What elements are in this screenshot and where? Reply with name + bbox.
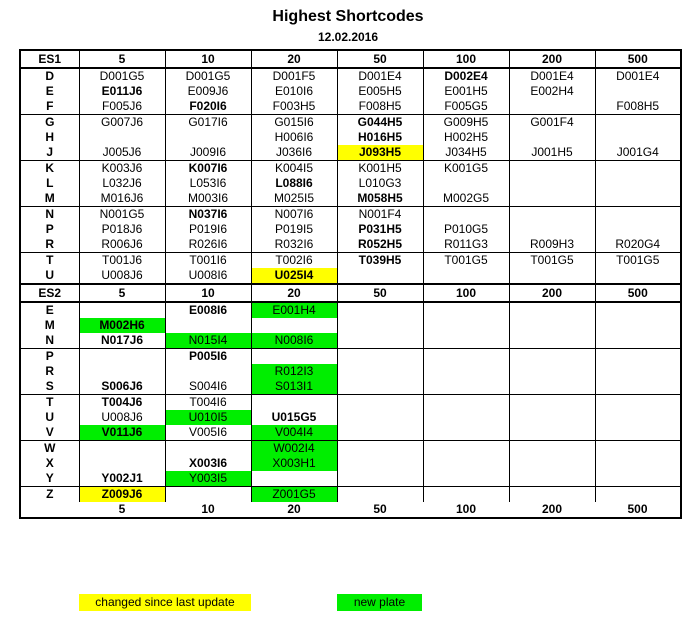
shortcode-cell — [337, 333, 423, 349]
row-letter: E — [20, 84, 79, 99]
page-title: Highest Shortcodes — [272, 8, 424, 25]
shortcode-cell: F005G5 — [423, 99, 509, 115]
shortcode-cell: M002H6 — [79, 318, 165, 333]
footer-spacer — [20, 502, 79, 518]
shortcode-cell: R052H5 — [337, 237, 423, 253]
shortcode-cell: M025I5 — [251, 191, 337, 207]
shortcode-cell: N017J6 — [79, 333, 165, 349]
shortcode-cell: E011J6 — [79, 84, 165, 99]
shortcode-cell: H016H5 — [337, 130, 423, 145]
shortcode-cell: U008J6 — [79, 410, 165, 425]
shortcode-cell — [251, 395, 337, 411]
table-row — [20, 145, 681, 161]
shortcode-cell — [509, 410, 595, 425]
shortcode-cell: D002E4 — [423, 68, 509, 84]
section-label: ES1 — [20, 50, 79, 68]
row-letter: K — [20, 161, 79, 177]
shortcode-cell — [509, 425, 595, 441]
legend-changed: changed since last update — [79, 594, 251, 611]
shortcode-cell — [337, 471, 423, 487]
shortcode-cell — [337, 349, 423, 365]
shortcode-cell — [509, 456, 595, 471]
table-row — [20, 84, 681, 99]
column-footer: 50 — [337, 502, 423, 518]
shortcode-cell: D001E4 — [595, 68, 681, 84]
shortcode-cell — [509, 302, 595, 318]
table-row — [20, 441, 681, 457]
shortcode-cell: R009H3 — [509, 237, 595, 253]
shortcode-cell: Y003I5 — [165, 471, 251, 487]
shortcode-cell: Z001G5 — [251, 487, 337, 503]
shortcode-cell: H006I6 — [251, 130, 337, 145]
shortcode-cell — [509, 364, 595, 379]
column-header: 20 — [251, 284, 337, 302]
shortcode-cell: T001G5 — [595, 253, 681, 269]
column-header: 500 — [595, 50, 681, 68]
shortcode-cell — [423, 425, 509, 441]
shortcode-cell: E005H5 — [337, 84, 423, 99]
shortcode-cell — [79, 441, 165, 457]
shortcode-cell: G044H5 — [337, 115, 423, 131]
shortcode-cell — [595, 130, 681, 145]
shortcode-cell: D001E4 — [337, 68, 423, 84]
shortcode-cell — [595, 395, 681, 411]
shortcode-cell: R026I6 — [165, 237, 251, 253]
row-letter: J — [20, 145, 79, 161]
shortcode-cell — [337, 410, 423, 425]
shortcode-cell — [595, 349, 681, 365]
shortcode-cell: N015I4 — [165, 333, 251, 349]
shortcode-cell — [423, 349, 509, 365]
legend-new-plate: new plate — [337, 594, 422, 611]
table-row — [20, 379, 681, 395]
shortcode-cell: S006J6 — [79, 379, 165, 395]
shortcode-cell: E001H4 — [251, 302, 337, 318]
shortcode-cell: N008I6 — [251, 333, 337, 349]
shortcode-cell: T001G5 — [423, 253, 509, 269]
shortcode-cell — [423, 410, 509, 425]
row-letter: T — [20, 253, 79, 269]
shortcode-cell — [423, 364, 509, 379]
table-row — [20, 333, 681, 349]
shortcode-cell: J001G4 — [595, 145, 681, 161]
shortcode-cell: F008H5 — [337, 99, 423, 115]
shortcode-cell — [509, 333, 595, 349]
table-row — [20, 99, 681, 115]
shortcode-cell — [509, 318, 595, 333]
row-letter: T — [20, 395, 79, 411]
shortcode-cell: M002G5 — [423, 191, 509, 207]
shortcode-cell: V005I6 — [165, 425, 251, 441]
shortcode-cell — [337, 318, 423, 333]
shortcode-cell — [337, 441, 423, 457]
table-row — [20, 318, 681, 333]
row-letter: N — [20, 207, 79, 223]
shortcode-cell: N001G5 — [79, 207, 165, 223]
shortcode-cell — [337, 302, 423, 318]
shortcode-cell: U008I6 — [165, 268, 251, 284]
row-letter: E — [20, 302, 79, 318]
shortcode-cell — [165, 130, 251, 145]
shortcode-cell: P005I6 — [165, 349, 251, 365]
shortcode-cell — [337, 425, 423, 441]
row-letter: G — [20, 115, 79, 131]
shortcode-cell: G017I6 — [165, 115, 251, 131]
row-letter: U — [20, 410, 79, 425]
shortcode-cell — [251, 318, 337, 333]
shortcode-cell: F008H5 — [595, 99, 681, 115]
column-header: 100 — [423, 284, 509, 302]
shortcode-cell — [595, 487, 681, 503]
shortcode-cell: E001H5 — [423, 84, 509, 99]
table-row — [20, 425, 681, 441]
shortcode-cell — [509, 441, 595, 457]
shortcode-cell — [165, 364, 251, 379]
row-letter: P — [20, 222, 79, 237]
table-row — [20, 176, 681, 191]
shortcode-cell — [595, 425, 681, 441]
shortcode-cell — [509, 395, 595, 411]
shortcode-cell: Z009J6 — [79, 487, 165, 503]
shortcode-cell: N001F4 — [337, 207, 423, 223]
shortcode-cell — [423, 333, 509, 349]
shortcode-cell: J036I6 — [251, 145, 337, 161]
shortcode-cell — [595, 302, 681, 318]
column-header: 200 — [509, 50, 595, 68]
shortcode-cell: F003H5 — [251, 99, 337, 115]
column-header: 5 — [79, 284, 165, 302]
shortcode-cell — [509, 99, 595, 115]
shortcode-cell — [423, 268, 509, 284]
shortcode-cell: K004I5 — [251, 161, 337, 177]
shortcode-cell — [251, 471, 337, 487]
row-letter: M — [20, 318, 79, 333]
column-header: 500 — [595, 284, 681, 302]
shortcode-cell — [595, 176, 681, 191]
shortcode-cell: T001I6 — [165, 253, 251, 269]
shortcode-cell: X003I6 — [165, 456, 251, 471]
shortcode-cell: D001G5 — [79, 68, 165, 84]
shortcode-cell — [595, 268, 681, 284]
row-letter: L — [20, 176, 79, 191]
shortcode-cell: Y002J1 — [79, 471, 165, 487]
shortcode-cell: T004J6 — [79, 395, 165, 411]
shortcode-cell: R020G4 — [595, 237, 681, 253]
shortcode-cell: D001G5 — [165, 68, 251, 84]
shortcode-cell: G009H5 — [423, 115, 509, 131]
shortcode-cell — [423, 318, 509, 333]
shortcode-cell — [423, 302, 509, 318]
shortcode-cell — [79, 302, 165, 318]
row-letter: D — [20, 68, 79, 84]
shortcode-cell: E010I6 — [251, 84, 337, 99]
shortcode-cell: K007I6 — [165, 161, 251, 177]
column-footer: 20 — [251, 502, 337, 518]
shortcode-cell — [337, 379, 423, 395]
shortcode-cell: T001G5 — [509, 253, 595, 269]
row-letter: U — [20, 268, 79, 284]
table-row — [20, 487, 681, 503]
shortcode-cell — [509, 176, 595, 191]
shortcode-cell — [337, 487, 423, 503]
shortcode-cell — [337, 268, 423, 284]
row-letter: V — [20, 425, 79, 441]
shortcode-cell — [251, 349, 337, 365]
shortcode-cell — [509, 161, 595, 177]
column-header: 10 — [165, 284, 251, 302]
shortcode-cell — [509, 471, 595, 487]
shortcode-cell: E002H4 — [509, 84, 595, 99]
column-footer: 100 — [423, 502, 509, 518]
shortcode-cell — [509, 487, 595, 503]
shortcode-cell: M058H5 — [337, 191, 423, 207]
table-row — [20, 268, 681, 284]
section-header-row — [20, 284, 681, 302]
shortcode-cell: K001G5 — [423, 161, 509, 177]
shortcode-cell: M016J6 — [79, 191, 165, 207]
shortcode-cell — [423, 176, 509, 191]
shortcode-cell: U015G5 — [251, 410, 337, 425]
shortcode-cell: R006J6 — [79, 237, 165, 253]
shortcode-cell — [509, 222, 595, 237]
shortcode-cell — [423, 471, 509, 487]
shortcode-cell: M003I6 — [165, 191, 251, 207]
shortcode-cell: F005J6 — [79, 99, 165, 115]
table-row — [20, 115, 681, 131]
shortcode-cell — [595, 207, 681, 223]
shortcode-cell — [337, 456, 423, 471]
shortcode-cell: N007I6 — [251, 207, 337, 223]
table-row — [20, 302, 681, 318]
table-row — [20, 237, 681, 253]
shortcode-cell — [595, 441, 681, 457]
table-row — [20, 191, 681, 207]
shortcode-cell: V011J6 — [79, 425, 165, 441]
shortcode-cell — [423, 395, 509, 411]
shortcode-cell — [423, 456, 509, 471]
shortcode-cell: H002H5 — [423, 130, 509, 145]
shortcode-cell: T002I6 — [251, 253, 337, 269]
shortcode-cell: F020I6 — [165, 99, 251, 115]
shortcode-cell: G007J6 — [79, 115, 165, 131]
table-row — [20, 253, 681, 269]
shortcode-cell: W002I4 — [251, 441, 337, 457]
shortcode-cell — [79, 130, 165, 145]
row-letter: P — [20, 349, 79, 365]
row-letter: H — [20, 130, 79, 145]
shortcode-cell: J009I6 — [165, 145, 251, 161]
table-row — [20, 364, 681, 379]
shortcode-cell: J034H5 — [423, 145, 509, 161]
table-row — [20, 471, 681, 487]
shortcode-cell — [595, 410, 681, 425]
shortcode-cell: D001F5 — [251, 68, 337, 84]
shortcode-cell — [79, 364, 165, 379]
row-letter: Z — [20, 487, 79, 503]
shortcode-cell: J093H5 — [337, 145, 423, 161]
shortcode-cell: P018J6 — [79, 222, 165, 237]
table-row — [20, 349, 681, 365]
shortcode-cell: G001F4 — [509, 115, 595, 131]
column-header: 20 — [251, 50, 337, 68]
row-letter: W — [20, 441, 79, 457]
shortcode-cell — [595, 456, 681, 471]
shortcode-cell: R012I3 — [251, 364, 337, 379]
row-letter: Y — [20, 471, 79, 487]
shortcode-cell — [165, 441, 251, 457]
shortcode-cell: L053I6 — [165, 176, 251, 191]
shortcode-cell: U008J6 — [79, 268, 165, 284]
shortcode-cell — [509, 349, 595, 365]
shortcode-cell — [165, 318, 251, 333]
column-header: 5 — [79, 50, 165, 68]
table-row — [20, 456, 681, 471]
column-header: 100 — [423, 50, 509, 68]
shortcode-cell: T039H5 — [337, 253, 423, 269]
shortcode-cell — [423, 207, 509, 223]
shortcode-cell — [423, 379, 509, 395]
column-footer: 10 — [165, 502, 251, 518]
report-date: 12.02.2016 — [317, 30, 379, 44]
section-header-row — [20, 50, 681, 68]
shortcode-cell — [595, 191, 681, 207]
shortcode-cell — [509, 130, 595, 145]
shortcode-cell — [595, 318, 681, 333]
shortcode-cell: E009J6 — [165, 84, 251, 99]
table-row — [20, 410, 681, 425]
shortcode-cell — [509, 379, 595, 395]
shortcode-cell — [595, 161, 681, 177]
shortcode-cell — [595, 84, 681, 99]
row-letter: R — [20, 237, 79, 253]
shortcode-cell — [165, 487, 251, 503]
shortcode-cell: E008I6 — [165, 302, 251, 318]
table-row — [20, 207, 681, 223]
table-row — [20, 161, 681, 177]
row-letter: X — [20, 456, 79, 471]
shortcodes-table — [19, 49, 682, 519]
column-header: 50 — [337, 50, 423, 68]
shortcode-cell: P019I6 — [165, 222, 251, 237]
row-letter: F — [20, 99, 79, 115]
shortcode-cell: V004I4 — [251, 425, 337, 441]
shortcode-cell — [337, 395, 423, 411]
table-row — [20, 395, 681, 411]
table-row — [20, 68, 681, 84]
shortcode-cell: P019I5 — [251, 222, 337, 237]
shortcode-cell — [79, 349, 165, 365]
shortcode-cell: G015I6 — [251, 115, 337, 131]
shortcode-cell: L088I6 — [251, 176, 337, 191]
row-letter: R — [20, 364, 79, 379]
shortcode-cell: J001H5 — [509, 145, 595, 161]
shortcode-cell: R011G3 — [423, 237, 509, 253]
shortcode-cell: X003H1 — [251, 456, 337, 471]
table-row — [20, 222, 681, 237]
shortcode-cell: P031H5 — [337, 222, 423, 237]
column-footer: 500 — [595, 502, 681, 518]
shortcode-cell — [509, 191, 595, 207]
table-row — [20, 130, 681, 145]
footer-row — [20, 502, 681, 518]
column-header: 10 — [165, 50, 251, 68]
column-footer: 200 — [509, 502, 595, 518]
row-letter: S — [20, 379, 79, 395]
shortcode-cell — [595, 222, 681, 237]
shortcode-cell — [337, 364, 423, 379]
shortcode-cell: T001J6 — [79, 253, 165, 269]
shortcode-cell — [595, 115, 681, 131]
shortcode-cell: S013I1 — [251, 379, 337, 395]
column-header: 50 — [337, 284, 423, 302]
shortcode-cell: R032I6 — [251, 237, 337, 253]
shortcode-cell: L032J6 — [79, 176, 165, 191]
shortcode-cell — [595, 364, 681, 379]
shortcode-cell — [595, 333, 681, 349]
shortcode-cell — [595, 379, 681, 395]
row-letter: M — [20, 191, 79, 207]
section-label: ES2 — [20, 284, 79, 302]
shortcode-cell: N037I6 — [165, 207, 251, 223]
shortcode-cell — [509, 207, 595, 223]
shortcode-cell: L010G3 — [337, 176, 423, 191]
shortcode-cell: S004I6 — [165, 379, 251, 395]
shortcode-cell — [509, 268, 595, 284]
shortcode-cell: J005J6 — [79, 145, 165, 161]
shortcode-cell: D001E4 — [509, 68, 595, 84]
shortcode-cell — [79, 456, 165, 471]
shortcode-cell: K001H5 — [337, 161, 423, 177]
column-footer: 5 — [79, 502, 165, 518]
shortcode-cell — [595, 471, 681, 487]
column-header: 200 — [509, 284, 595, 302]
shortcode-cell: T004I6 — [165, 395, 251, 411]
shortcode-cell: U025I4 — [251, 268, 337, 284]
shortcode-cell — [423, 487, 509, 503]
shortcode-cell: U010I5 — [165, 410, 251, 425]
shortcode-cell: K003J6 — [79, 161, 165, 177]
shortcode-cell: P010G5 — [423, 222, 509, 237]
shortcode-cell — [423, 441, 509, 457]
row-letter: N — [20, 333, 79, 349]
